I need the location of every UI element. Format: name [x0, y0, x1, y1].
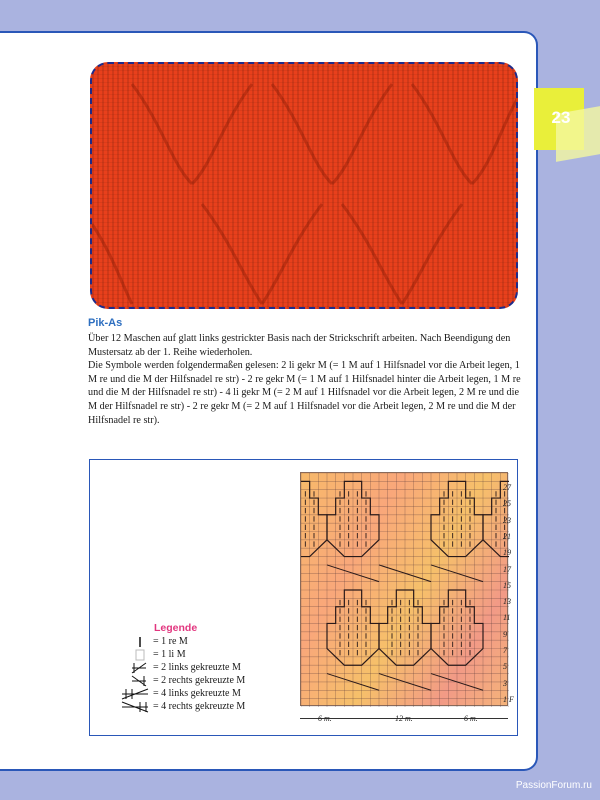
- chart-row-number: 23: [503, 515, 511, 525]
- four-right-cross-symbol-icon: [120, 701, 150, 713]
- pattern-instructions: [88, 332, 528, 427]
- chart-row-number: 15: [503, 580, 511, 590]
- legend-item: [120, 636, 320, 648]
- chart-row-number: 17: [503, 564, 511, 574]
- chart-row-number: 1 F: [503, 694, 514, 704]
- chart-row-number: 21: [503, 531, 511, 541]
- page-number: 23: [551, 108, 571, 127]
- two-right-cross-symbol-icon: [120, 675, 150, 687]
- chart-row-number: 3: [503, 678, 507, 688]
- chart-row-number: 25: [503, 499, 511, 509]
- cable-motif-overlay: [92, 64, 518, 309]
- two-left-cross-symbol-icon: [120, 662, 150, 674]
- legend-label: = 2 rechts gekreuzte M: [153, 675, 246, 686]
- legend-item: [120, 701, 320, 713]
- watermark: PassionForum.ru: [515, 780, 592, 791]
- chart-row-number: 19: [503, 548, 511, 558]
- chart-row-number: 5: [503, 662, 507, 672]
- instruction-paragraph: Über 12 Maschen auf glatt links gestrickter Basis nach der Strickschrift arbeiten. Nach Beendigung den Mustersatz ab der 1. Reihe wiederholen.: [88, 333, 511, 358]
- dimension-left: 6 m.: [318, 714, 332, 723]
- dimension-right: 6 m.: [464, 714, 478, 723]
- symbol-explanation-paragraph: Die Symbole werden folgendermaßen gelesen: 2 li gekr M (= 1 M auf 1 Hilfsnadel vor die Arbeit legen, 1 M re und die M der Hilfsnadel re str) - 2 re gekr M (= 1 M auf 1 Hilfsnadel hinter die Arbeit legen, 1 M re und die M der Hilfsnadel re str) - 4 li gekr M (= 2 M auf 1 Hilfsnadel vor die Arbeit legen, 2 M re und die M der Hilfsnadel re str) - 2 re gekr M (= 2 M auf 1 Hilfsnadel vor die Arbeit legen, 2 M re und die M der Hilfsnadel re str).: [88, 360, 521, 426]
- chart-row-number: 7: [503, 646, 507, 655]
- knit-stitch-symbol-icon: [120, 636, 150, 648]
- legend-label: = 4 links gekreuzte M: [153, 688, 241, 699]
- dimension-center: 12 m.: [395, 714, 413, 723]
- chart-row-number: 13: [503, 597, 511, 607]
- legend-label: = 2 links gekreuzte M: [153, 662, 241, 673]
- legend-label: = 1 li M: [153, 649, 186, 660]
- chart-row-number: 9: [503, 629, 507, 639]
- legend-item: [120, 688, 320, 700]
- knitted-sample-photo: [90, 62, 518, 309]
- legend-item: [120, 649, 320, 661]
- chart-row-number: 27: [503, 483, 511, 492]
- pattern-title: Pik-As: [88, 317, 123, 329]
- legend-label: = 1 re M: [153, 636, 188, 647]
- chart-grid: [301, 473, 509, 707]
- legend-label: = 4 rechts gekreuzte M: [153, 701, 246, 712]
- purl-stitch-symbol-icon: [120, 649, 150, 661]
- legend-item: [120, 675, 320, 687]
- chart-row-number: 11: [503, 613, 511, 623]
- four-left-cross-symbol-icon: [120, 688, 150, 700]
- legend-item: [120, 662, 320, 674]
- legend-title: Legende: [154, 622, 198, 634]
